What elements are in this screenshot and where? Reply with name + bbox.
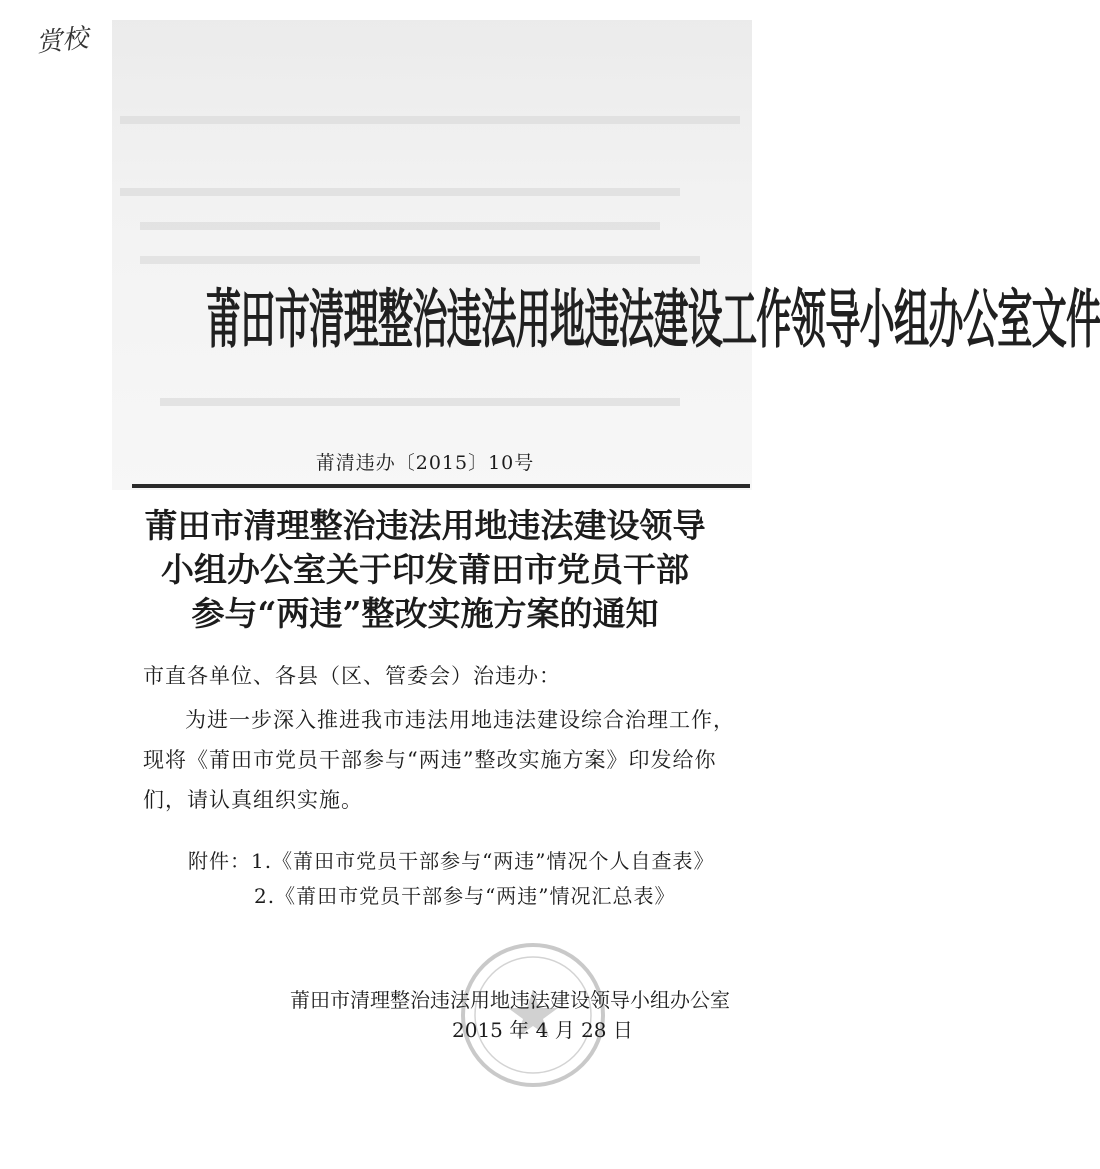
attachment-2: 2.《莆田市党员干部参与“两违”情况汇总表》	[254, 884, 676, 908]
body-text: 为进一步深入推进我市违法用地违法建设综合治理工作，现将《莆田市党员干部参与“两违”整改实施方案》印发给你们，请认真组织实施。	[143, 708, 735, 812]
bleed-through-line	[120, 116, 740, 124]
attachment-1: 附件：1.《莆田市党员干部参与“两违”情况个人自查表》	[188, 849, 715, 873]
title-line: 小组办公室关于印发莆田市党员干部	[161, 550, 689, 589]
title-line: 莆田市清理整治违法用地违法建设领导	[144, 506, 706, 545]
scan-background-shading	[112, 20, 1100, 490]
bleed-through-line	[140, 256, 700, 264]
document-title	[120, 504, 730, 636]
document-number: 莆清违办〔2015〕10号	[315, 452, 535, 474]
signature-organization: 莆田市清理整治违法用地违法建设领导小组办公室	[290, 988, 730, 1012]
signature-date: 2015 年 4 月 28 日	[452, 1018, 633, 1042]
salutation: 市直各单位、各县（区、管委会）治违办：	[143, 664, 561, 688]
title-line: 参与“两违”整改实施方案的通知	[191, 594, 659, 633]
document-masthead: 莆田市清理整治违法用地违法建设工作领导小组办公室文件	[206, 283, 1100, 358]
bleed-through-line	[140, 222, 660, 230]
bleed-through-line	[160, 398, 680, 406]
handwritten-note: 赏校	[34, 23, 90, 59]
bleed-through-line	[120, 188, 680, 196]
body-paragraph	[143, 700, 743, 820]
header-rule	[132, 484, 750, 488]
